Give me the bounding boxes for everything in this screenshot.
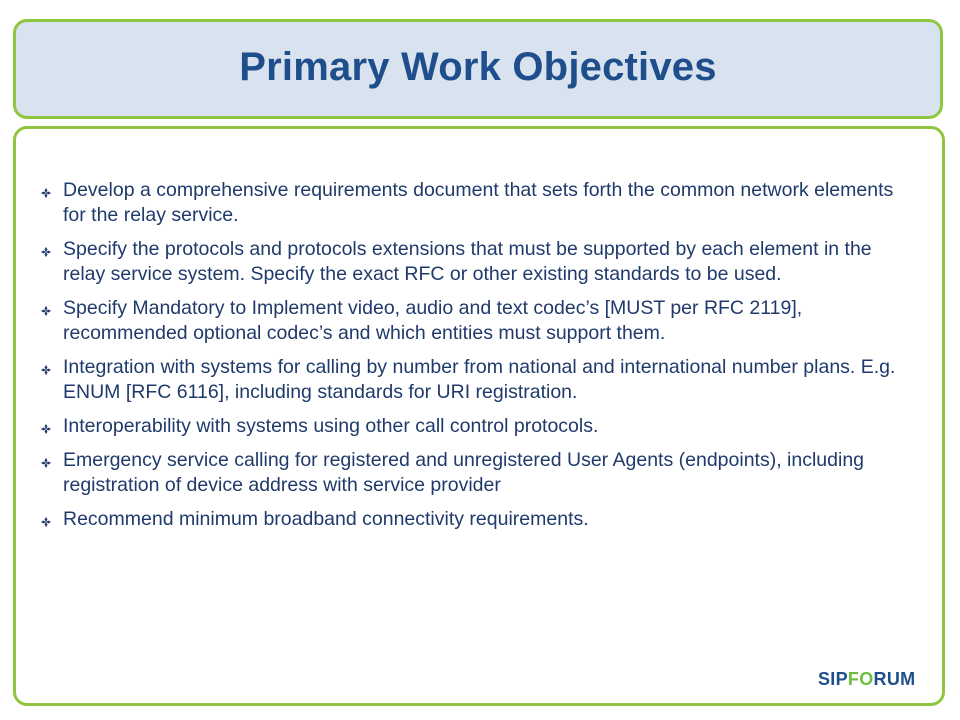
four-diamond-bullet-icon — [41, 306, 51, 316]
bullet-text: Recommend minimum broadband connectivity requirements. — [63, 508, 589, 530]
bullet-text: Specify Mandatory to Implement video, audio and text codec’s [MUST per RFC 2119], recommended optional codec’s and which entities must support them. — [63, 297, 803, 344]
bullet-item — [16, 296, 942, 346]
four-diamond-bullet-icon — [41, 458, 51, 468]
sip-forum-logo — [818, 668, 915, 690]
four-diamond-bullet-icon — [41, 517, 51, 527]
bullet-list — [16, 178, 942, 541]
bullet-item — [16, 355, 942, 405]
bullet-text: Specify the protocols and protocols extensions that must be supported by each element in the relay service system. Specify the exact RFC or other existing standards to be used. — [63, 238, 872, 285]
bullet-text: Emergency service calling for registered and unregistered User Agents (endpoints), including registration of device address with service provider — [63, 449, 865, 496]
content-box — [13, 126, 945, 706]
logo-part-o: O — [859, 668, 874, 689]
bullet-item — [16, 178, 942, 228]
title-box — [13, 19, 943, 119]
logo-part-sip: SIP — [818, 668, 848, 689]
four-diamond-bullet-icon — [41, 247, 51, 257]
four-diamond-bullet-icon — [41, 424, 51, 434]
bullet-text: Interoperability with systems using other call control protocols. — [63, 415, 599, 437]
bullet-item — [16, 507, 942, 532]
logo-part-f: F — [847, 668, 860, 689]
slide-title: Primary Work Objectives — [239, 44, 717, 89]
four-diamond-bullet-icon — [41, 365, 51, 375]
logo-part-rum: RUM — [873, 668, 916, 689]
bullet-item — [16, 448, 942, 498]
bullet-item — [16, 237, 942, 287]
bullet-item — [16, 414, 942, 439]
four-diamond-bullet-icon — [41, 188, 51, 198]
bullet-text: Integration with systems for calling by number from national and international number plans. E.g. ENUM [RFC 6116], including standards for URI registration. — [63, 356, 896, 403]
bullet-text: Develop a comprehensive requirements document that sets forth the common network elements for the relay service. — [63, 179, 894, 226]
